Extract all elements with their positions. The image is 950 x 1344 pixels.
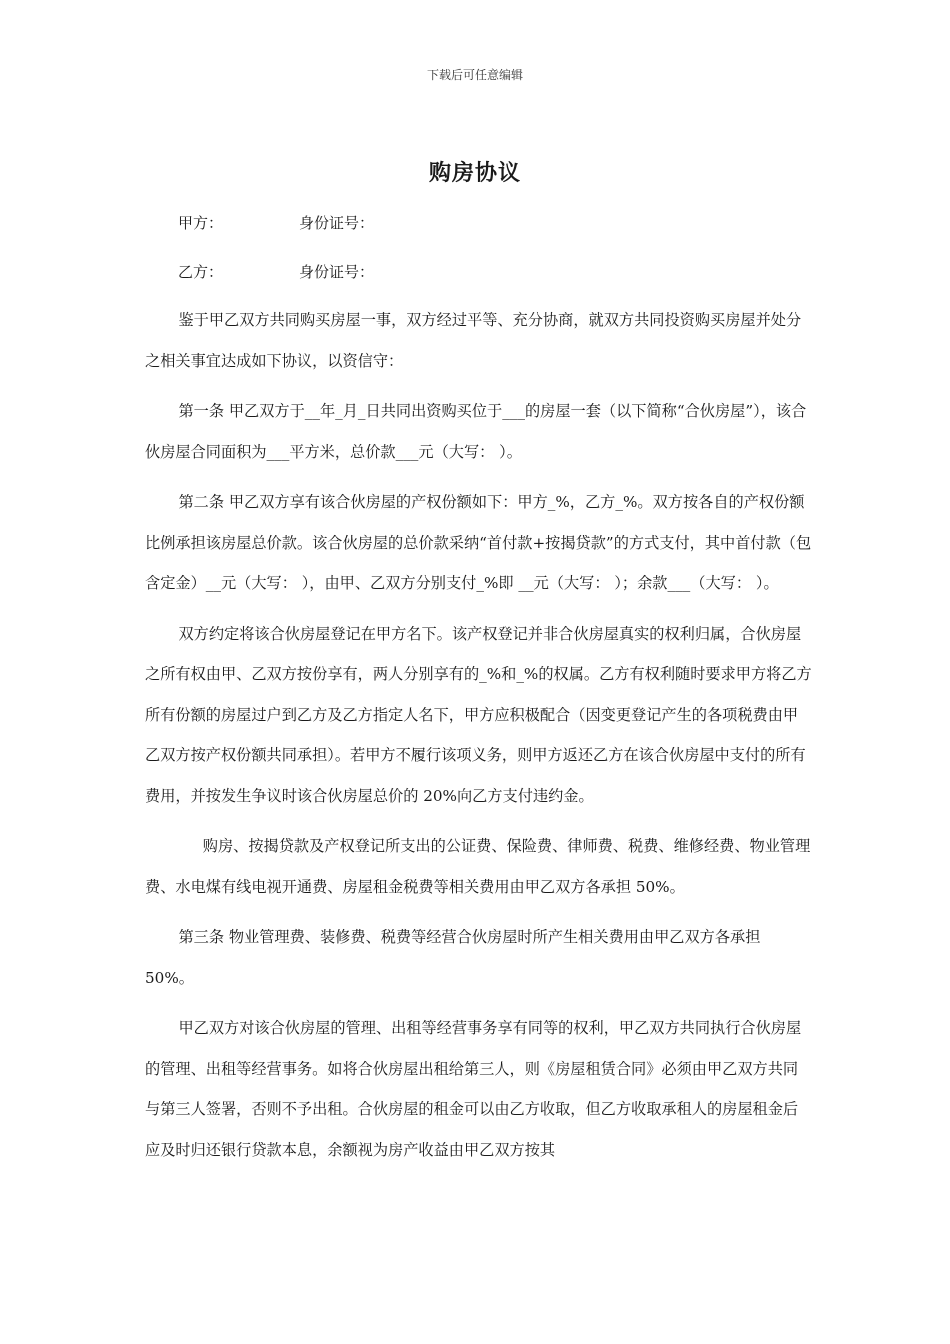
article-1-paragraph: 第一条 甲乙双方于__年_月_日共同出资购买位于___的房屋一套（以下简称“合伙房屋”），该合伙房屋合同面积为___平方米，总价款___元（大写： ）。 xyxy=(145,402,807,461)
party-a-line xyxy=(178,212,375,233)
party-b-id-label: 身份证号： xyxy=(299,263,375,281)
party-b-label: 乙方： xyxy=(178,263,224,281)
fees-paragraph: 购房、按揭贷款及产权登记所支出的公证费、保险费、律师费、税费、维修经费、物业管理费、水电煤有线电视开通费、房屋租金税费等相关费用由甲乙双方各承担 50%。 xyxy=(145,837,811,896)
article-3-paragraph: 第三条 物业管理费、装修费、税费等经营合伙房屋时所产生相关费用由甲乙双方各承担 50%。 xyxy=(145,928,761,987)
party-b-line xyxy=(178,261,375,282)
preamble-paragraph: 鉴于甲乙双方共同购买房屋一事，双方经过平等、充分协商，就双方共同投资购买房屋并处分之相关事宜达成如下协议，以资信守： xyxy=(145,311,802,370)
party-a-id-label: 身份证号： xyxy=(299,214,375,232)
article-2-paragraph: 第二条 甲乙双方享有该合伙房屋的产权份额如下：甲方_%，乙方_%。双方按各自的产权份额比例承担该房屋总价款。该合伙房屋的总价款采纳“首付款+按揭贷款”的方式支付，其中首付款（包含定金）__元（大写： ），由甲、乙双方分别支付_%即 __元（大写： ）；余款___（大写： ）。 xyxy=(145,493,812,592)
management-paragraph: 甲乙双方对该合伙房屋的管理、出租等经营事务享有同等的权利，甲乙双方共同执行合伙房屋的管理、出租等经营事务。如将合伙房屋出租给第三人，则《房屋租赁合同》必须由甲乙双方共同与第三人签署，否则不予出租。合伙房屋的租金可以由乙方收取，但乙方收取承租人的房屋租金后应及时归还银行贷款本息，余额视为房产收益由甲乙双方按其 xyxy=(145,1019,802,1159)
header-note: 下载后可任意编辑 xyxy=(426,68,523,82)
document-title: 购房协议 xyxy=(428,160,521,186)
registration-paragraph: 双方约定将该合伙房屋登记在甲方名下。该产权登记并非合伙房屋真实的权利归属，合伙房屋之所有权由甲、乙双方按份享有，两人分别享有的_%和_%的权属。乙方有权利随时要求甲方将乙方所有份额的房屋过户到乙方及乙方指定人名下，甲方应积极配合（因变更登记产生的各项税费由甲乙双方按产权份额共同承担）。若甲方不履行该项义务，则甲方返还乙方在该合伙房屋中支付的所有费用，并按发生争议时该合伙房屋总价的 20%向乙方支付违约金。 xyxy=(145,624,812,805)
party-a-label: 甲方： xyxy=(178,214,224,232)
agreement-body xyxy=(145,300,813,1180)
